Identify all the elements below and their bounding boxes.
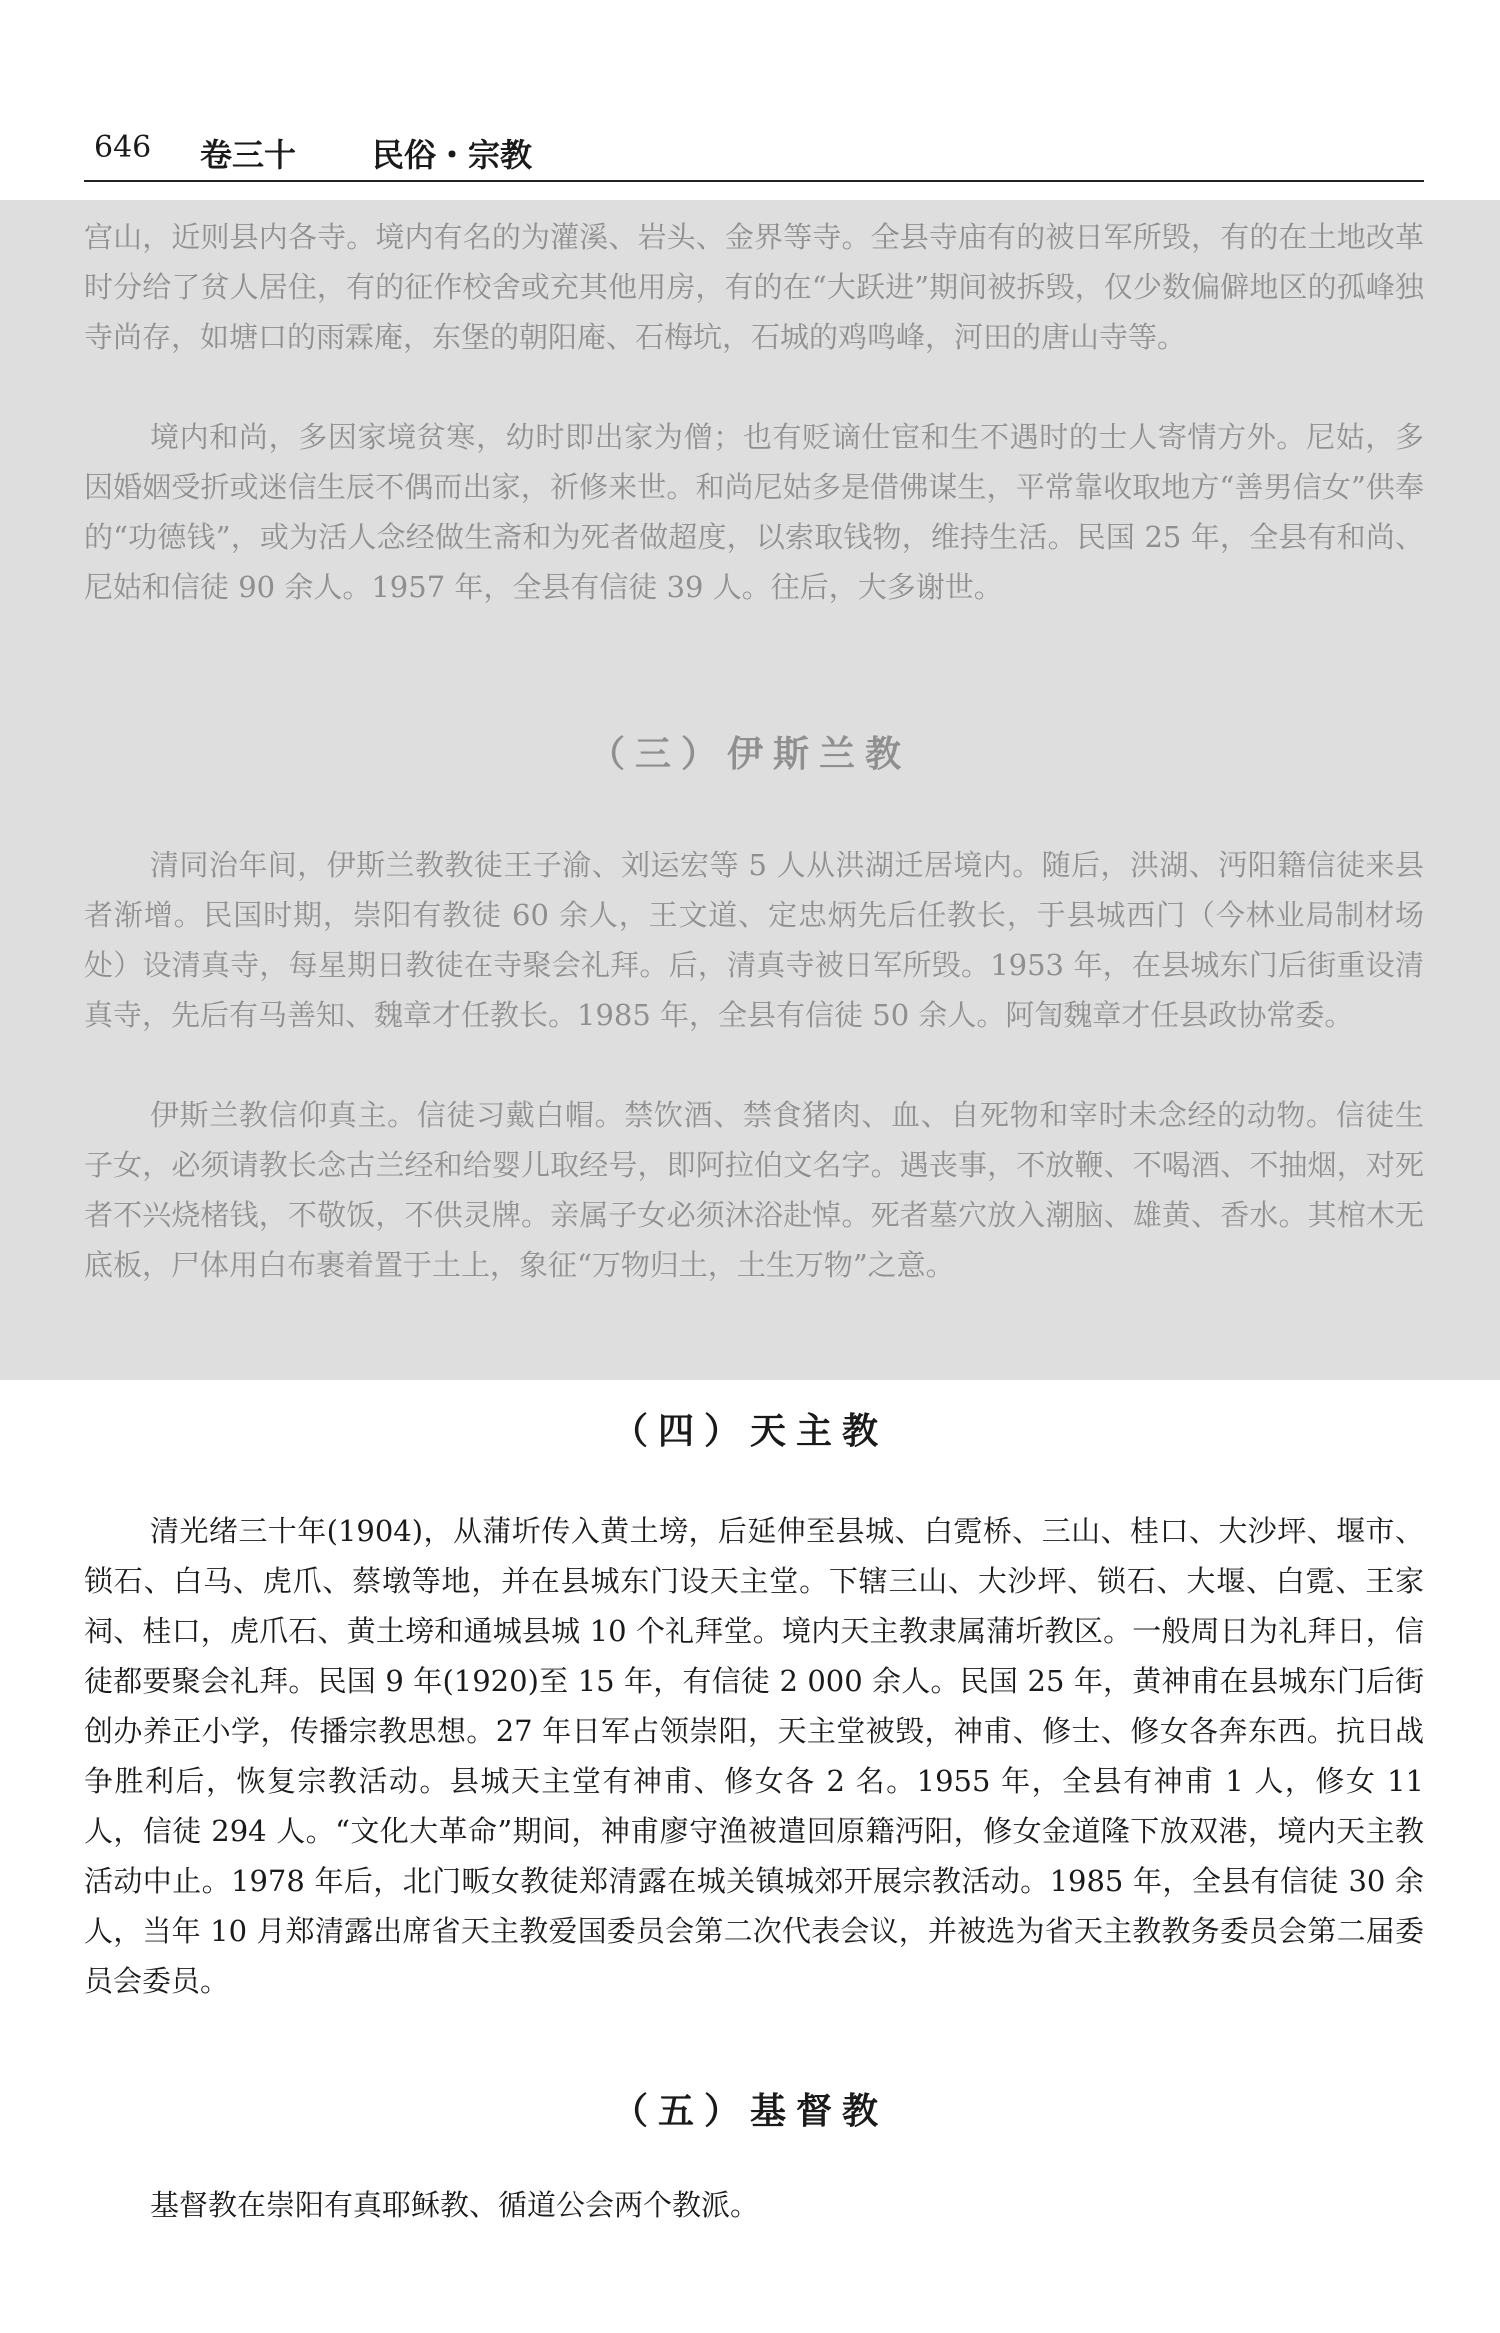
- header-rule: [84, 180, 1424, 182]
- islam-paragraph-2: 伊斯兰教信仰真主。信徒习戴白帽。禁饮酒、禁食猪肉、血、自死物和宰时未念经的动物。信徒生子女，必须请教长念古兰经和给婴儿取经号，即阿拉伯文名字。遇丧事，不放鞭、不喝酒、不抽烟，对死者不兴烧楮钱，不敬饭，不供灵牌。亲属子女必须沐浴赴悼。死者墓穴放入潮脑、雄黄、香水。其棺木无底板，尸体用白布裹着置于土上，象征“万物归土，土生万物”之意。: [84, 1098, 1424, 1282]
- highlighted-region: [0, 200, 1500, 1380]
- islam-paragraph-1: 清同治年间，伊斯兰教教徒王子渝、刘运宏等 5 人从洪湖迁居境内。随后，洪湖、沔阳籍信徒来县者渐增。民国时期，崇阳有教徒 60 余人，王文道、定忠炳先后任教长，于县城西门（今林业局制材场处）设清真寺，每星期日教徒在寺聚会礼拜。后，清真寺被日军所毁。1953 年，在县城东门后街重设清真寺，先后有马善知、魏章才任教长。1985 年，全县有信徒 50 余人。阿訇魏章才任县政协常委。: [84, 848, 1424, 1032]
- islam-section-title: （三）伊斯兰教: [588, 733, 911, 775]
- buddhism-paragraph-1: 宫山，近则县内各寺。境内有名的为灌溪、岩头、金界等寺。全县寺庙有的被日军所毁，有的在土地改革时分给了贫人居住，有的征作校舍或充其他用房，有的在“大跃进”期间被拆毁，仅少数偏僻地区的孤峰独寺尚存，如塘口的雨霖庵，东堡的朝阳庵、石梅坑，石城的鸡鸣峰，河田的唐山寺等。: [84, 220, 1424, 354]
- protestantism-paragraph: 基督教在崇阳有真耶稣教、循道公会两个教派。: [150, 2188, 760, 2222]
- buddhism-paragraph-2: 境内和尚，多因家境贫寒，幼时即出家为僧；也有贬谪仕宦和生不遇时的士人寄情方外。尼姑，多因婚姻受折或迷信生辰不偶而出家，祈修来世。和尚尼姑多是借佛谋生，平常靠收取地方“善男信女”供奉的“功德钱”，或为活人念经做生斋和为死者做超度，以索取钱物，维持生活。民国 25 年，全县有和尚、尼姑和信徒 90 余人。1957 年，全县有信徒 39 人。往后，大多谢世。: [84, 420, 1424, 604]
- page-number: 646: [94, 130, 152, 165]
- catholicism-paragraph: 清光绪三十年(1904)，从蒲圻传入黄土塝，后延伸至县城、白霓桥、三山、桂口、大沙坪、堰市、锁石、白马、虎爪、蔡墩等地，并在县城东门设天主堂。下辖三山、大沙坪、锁石、大堰、白霓、王家祠、桂口，虎爪石、黄土塝和通城县城 10 个礼拜堂。境内天主教隶属蒲圻教区。一般周日为礼拜日，信徒都要聚会礼拜。民国 9 年(1920)至 15 年，有信徒 2 000 余人。民国 25 年，黄神甫在县城东门后街创办养正小学，传播宗教思想。27 年日军占领崇阳，天主堂被毁，神甫、修士、修女各奔东西。抗日战争胜利后，恢复宗教活动。县城天主堂有神甫、修女各 2 名。1955 年，全县有神甫 1 人，修女 11 人，信徒 294 人。“文化大革命”期间，神甫廖守渔被遣回原籍沔阳，修女金道隆下放双港，境内天主教活动中止。1978 年后，北门畈女教徒郑清露在城关镇城郊开展宗教活动。1985 年，全县有信徒 30 余人，当年 10 月郑清露出席省天主教爱国委员会第二次代表会议，并被选为省天主教教务委员会第二届委员会委员。: [84, 1514, 1424, 1998]
- chapter-label: 民俗・宗教: [372, 136, 533, 174]
- volume-label: 卷三十: [200, 136, 297, 174]
- protestantism-section-title: （五）基督教: [611, 2090, 888, 2132]
- catholicism-section-title: （四）天主教: [611, 1410, 888, 1452]
- page-header: [84, 120, 1424, 180]
